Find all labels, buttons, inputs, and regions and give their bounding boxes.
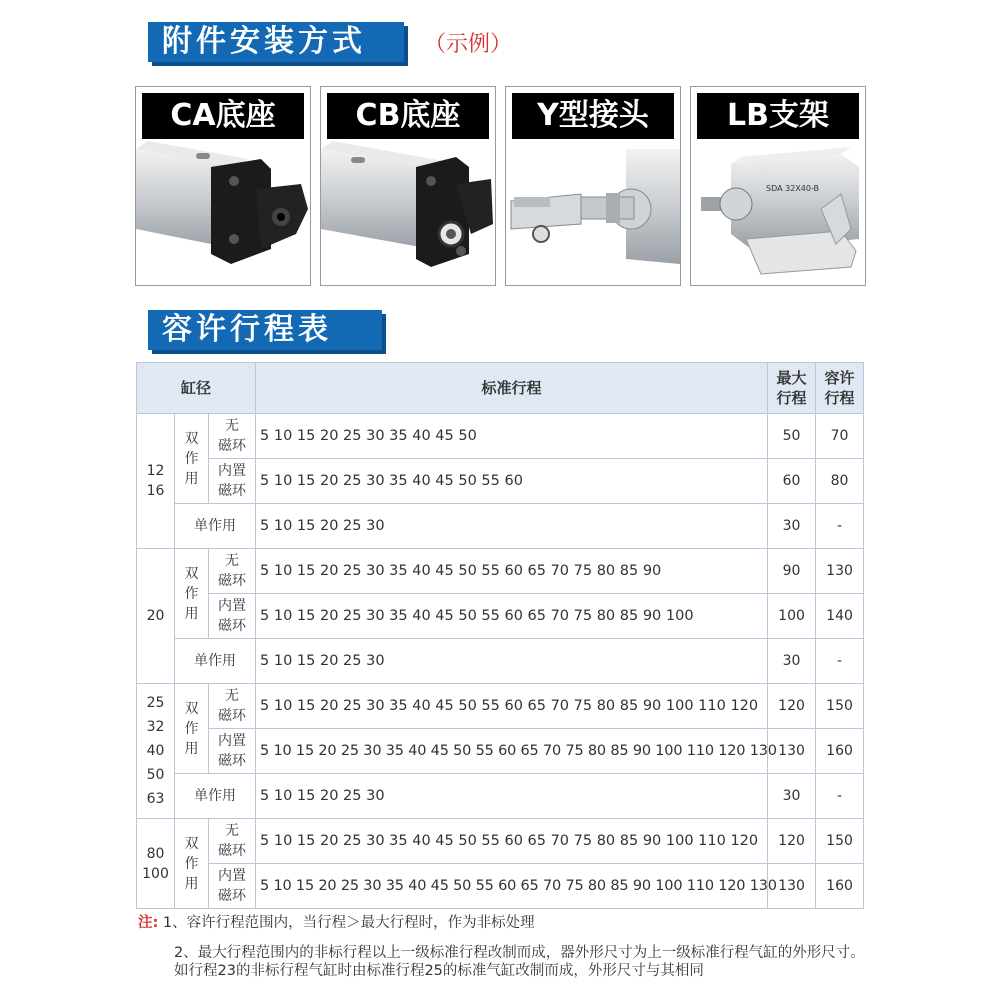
strokes-cell: 5 10 15 20 25 30 35 40 45 50 55 60 65 70 75 80 85 90 100 — [256, 594, 768, 639]
strokes-cell: 5 10 15 20 25 30 35 40 45 50 55 60 65 70 75 80 85 90 100 110 120 130 — [256, 864, 768, 909]
no-magnet-cell: 无 磁环 — [209, 549, 256, 594]
table-row — [137, 414, 864, 459]
note-prefix: 注: — [138, 915, 159, 931]
accessory-card-y — [505, 86, 681, 286]
max-cell: 120 — [768, 819, 816, 864]
max-cell: 100 — [768, 594, 816, 639]
table-row — [137, 729, 864, 774]
single-acting-cell: 单作用 — [175, 504, 256, 549]
allow-cell: 160 — [816, 729, 864, 774]
table-row — [137, 594, 864, 639]
stroke-table — [136, 362, 864, 909]
max-cell: 60 — [768, 459, 816, 504]
note-1: 注: 1、容许行程范围内，当行程＞最大行程时，作为非标处理 — [138, 915, 535, 931]
example-note: （示例） — [424, 32, 513, 57]
table-row — [137, 684, 864, 729]
max-cell: 130 — [768, 729, 816, 774]
bore-cell: 25 32 40 50 63 — [137, 684, 175, 819]
magnet-cell: 内置 磁环 — [209, 864, 256, 909]
magnet-cell: 内置 磁环 — [209, 729, 256, 774]
allow-cell: - — [816, 774, 864, 819]
accessory-card-lb — [690, 86, 866, 286]
accessory-label: LB支架 — [697, 93, 859, 139]
strokes-cell: 5 10 15 20 25 30 — [256, 774, 768, 819]
max-cell: 90 — [768, 549, 816, 594]
max-cell: 130 — [768, 864, 816, 909]
allow-cell: - — [816, 639, 864, 684]
allow-cell: 70 — [816, 414, 864, 459]
single-acting-cell: 单作用 — [175, 639, 256, 684]
double-acting-cell: 双 作 用 — [175, 414, 209, 504]
no-magnet-cell: 无 磁环 — [209, 819, 256, 864]
accessory-label: CB底座 — [327, 93, 489, 139]
double-acting-cell: 双 作 用 — [175, 819, 209, 909]
strokes-cell: 5 10 15 20 25 30 — [256, 504, 768, 549]
magnet-cell: 内置 磁环 — [209, 459, 256, 504]
strokes-cell: 5 10 15 20 25 30 — [256, 639, 768, 684]
bore-cell: 12 16 — [137, 414, 175, 549]
accessory-label: Y型接头 — [512, 93, 674, 139]
lb-bracket-photo-icon — [691, 139, 865, 285]
table-row — [137, 639, 864, 684]
allow-cell: 150 — [816, 684, 864, 729]
strokes-cell: 5 10 15 20 25 30 35 40 45 50 55 60 65 70 75 80 85 90 100 110 120 — [256, 819, 768, 864]
section-title-stroke-table: 容许行程表 — [148, 310, 382, 350]
table-row — [137, 459, 864, 504]
max-cell: 30 — [768, 504, 816, 549]
no-magnet-cell: 无 磁环 — [209, 684, 256, 729]
max-cell: 50 — [768, 414, 816, 459]
allow-cell: 130 — [816, 549, 864, 594]
table-row — [137, 549, 864, 594]
strokes-cell: 5 10 15 20 25 30 35 40 45 50 55 60 65 70 75 80 85 90 100 110 120 130 — [256, 729, 768, 774]
table-row — [137, 774, 864, 819]
magnet-cell: 内置 磁环 — [209, 594, 256, 639]
allow-cell: - — [816, 504, 864, 549]
strokes-cell: 5 10 15 20 25 30 35 40 45 50 — [256, 414, 768, 459]
allow-cell: 150 — [816, 819, 864, 864]
max-cell: 30 — [768, 774, 816, 819]
max-cell: 120 — [768, 684, 816, 729]
no-magnet-cell: 无 磁环 — [209, 414, 256, 459]
strokes-cell: 5 10 15 20 25 30 35 40 45 50 55 60 65 70 75 80 85 90 100 110 120 — [256, 684, 768, 729]
bore-cell: 80 100 — [137, 819, 175, 909]
y-joint-photo-icon — [506, 139, 680, 285]
single-acting-cell: 单作用 — [175, 774, 256, 819]
double-acting-cell: 双 作 用 — [175, 549, 209, 639]
table-row — [137, 864, 864, 909]
header-standard-stroke: 标准行程 — [256, 363, 768, 414]
strokes-cell: 5 10 15 20 25 30 35 40 45 50 55 60 65 70 75 80 85 90 — [256, 549, 768, 594]
table-row — [137, 504, 864, 549]
max-cell: 30 — [768, 639, 816, 684]
accessory-card-cb — [320, 86, 496, 286]
header-max-stroke: 最大 行程 — [768, 363, 816, 414]
header-allow-stroke: 容许 行程 — [816, 363, 864, 414]
accessory-photos — [135, 86, 865, 286]
accessory-label: CA底座 — [142, 93, 304, 139]
section-title-accessories: 附件安装方式 — [148, 22, 404, 62]
bore-cell: 20 — [137, 549, 175, 684]
table-row — [137, 819, 864, 864]
allow-cell: 160 — [816, 864, 864, 909]
accessory-card-ca — [135, 86, 311, 286]
allow-cell: 140 — [816, 594, 864, 639]
svg-text:SDA 32X40-B: SDA 32X40-B — [766, 184, 820, 193]
strokes-cell: 5 10 15 20 25 30 35 40 45 50 55 60 — [256, 459, 768, 504]
allow-cell: 80 — [816, 459, 864, 504]
double-acting-cell: 双 作 用 — [175, 684, 209, 774]
ca-base-photo-icon — [136, 139, 310, 285]
header-bore: 缸径 — [137, 363, 256, 414]
table-header-row — [137, 363, 864, 414]
note-2: 2、最大行程范围内的非标行程以上一级标准行程改制而成，器外形尺寸为上一级标准行程气缸的外形尺寸。如行程23的非标行程气缸时由标准行程25的标准气缸改制而成，外形尺寸与其相同 — [174, 945, 865, 979]
cb-base-photo-icon — [321, 139, 495, 285]
